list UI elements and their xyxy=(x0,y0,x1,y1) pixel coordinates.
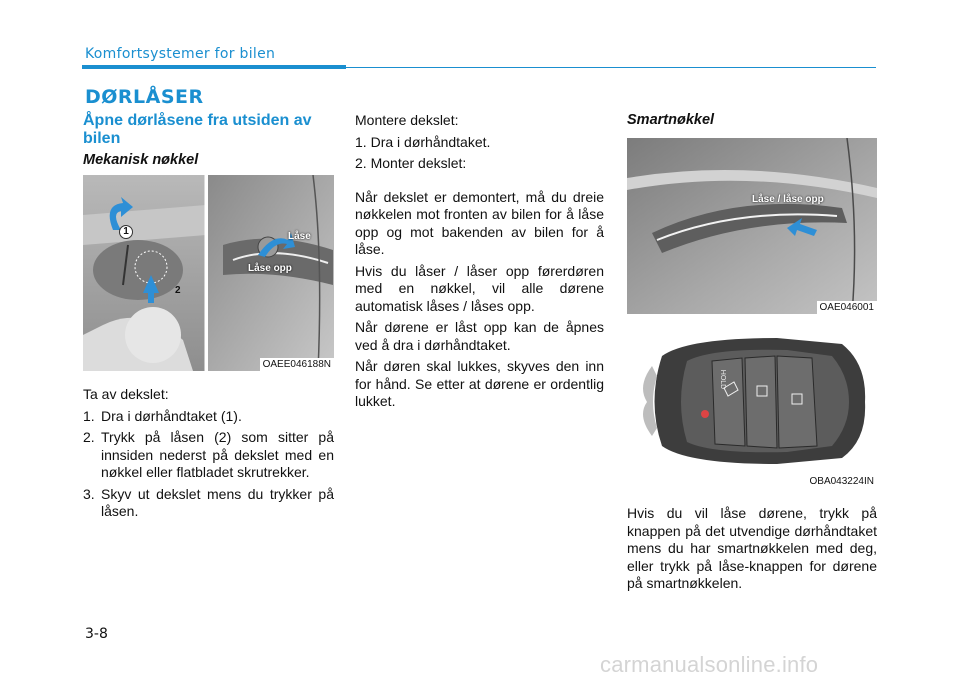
list-text: Trykk på låsen (2) som sitter på innsiden nederst på dekslet med en nøkkel eller flatbladet skrutrekker. xyxy=(101,429,334,480)
list-item xyxy=(83,429,334,482)
figure-mechanical-key-illustration xyxy=(83,175,334,371)
watermark: carmanualsonline.info xyxy=(600,652,819,677)
list-text: Skyv ut dekslet mens du trykker på låsen. xyxy=(101,485,334,519)
paragraph: Når døren skal lukkes, skyves den inn for hånd. Se etter at dørene er ordentlig lukket. xyxy=(355,358,604,409)
figure-label-lase: Låse xyxy=(288,231,311,242)
figure-label-lase-opp: Låse opp xyxy=(248,263,292,274)
header-rule-thin xyxy=(346,67,876,68)
figure-smart-key xyxy=(627,316,877,488)
running-header: Komfortsystemer for bilen xyxy=(85,46,276,62)
smart-key-fob-illustration xyxy=(627,316,877,488)
figure-door-handle xyxy=(627,138,877,314)
list-item xyxy=(83,408,334,426)
left-column-body xyxy=(83,386,334,525)
smart-key-heading: Smartnøkkel xyxy=(627,112,715,128)
list-item xyxy=(83,486,334,521)
section-title: DØRLÅSER xyxy=(85,86,204,108)
list-number: 1. xyxy=(83,407,95,424)
list-number: 2. xyxy=(83,429,95,445)
list-text: Dra i dørhåndtaket. xyxy=(370,133,491,150)
header-rule-thick xyxy=(82,65,346,69)
list-text: Monter dekslet: xyxy=(370,155,467,171)
mount-step-2 xyxy=(355,155,604,173)
smart-key-paragraph: Hvis du vil låse dørene, trykk på knappen på det utvendige dørhåndtaket mens du har smartnøkkelen med deg, eller trykk på låse-knappen for dørene på smartnøkkelen. xyxy=(627,505,877,591)
figure-caption: OBA043224IN xyxy=(807,475,878,488)
list-number: 1. xyxy=(355,133,367,150)
list-number: 2. xyxy=(355,155,367,171)
mount-cover-intro: Montere dekslet: xyxy=(355,112,459,128)
figure-marker-2: 2 xyxy=(175,285,181,296)
mechanical-key-heading: Mekanisk nøkkel xyxy=(83,152,199,168)
subheading-open-locks: Åpne dørlåsene fra utsiden av bilen xyxy=(83,112,312,147)
remove-cover-intro: Ta av dekslet: xyxy=(83,386,169,402)
list-number: 3. xyxy=(83,485,95,502)
list-text: Dra i dørhåndtaket (1). xyxy=(101,407,242,424)
figure-label-lock-unlock: Låse / låse opp xyxy=(752,194,824,205)
mount-step-1 xyxy=(355,134,604,152)
figure-marker-1: 1 xyxy=(119,225,133,239)
paragraph: Når dekslet er demontert, må du dreie nøkkelen mot fronten av bilen for å låse opp og mot bakenden av bilen for å låse. xyxy=(355,188,604,257)
figure-mechanical-key xyxy=(83,175,334,371)
figure-caption: OAEE046188N xyxy=(260,358,334,371)
figure-caption: OAE046001 xyxy=(817,301,878,314)
middle-column-body xyxy=(355,112,604,415)
figure-door-handle-illustration xyxy=(627,138,877,314)
key-hold-text: HOLD xyxy=(719,369,727,390)
paragraph: Hvis du låser / låser opp førerdøren med en nøkkel, vil alle dørene automatisk låses / låses opp. xyxy=(355,262,604,314)
page-number: 3-8 xyxy=(85,626,108,642)
paragraph: Når dørene er låst opp kan de åpnes ved å dra i dørhåndtaket. xyxy=(355,319,604,353)
